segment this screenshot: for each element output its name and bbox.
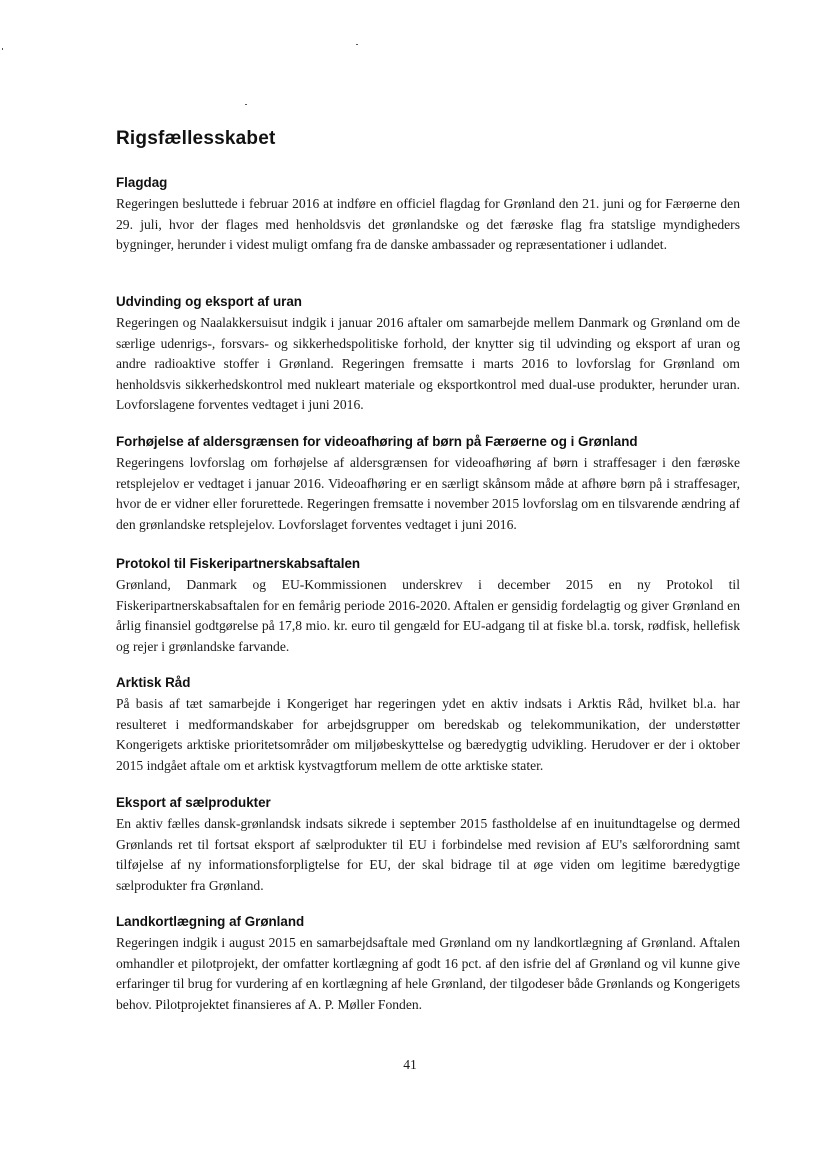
- section-heading: Udvinding og eksport af uran: [116, 294, 302, 309]
- section-flagdag: [116, 174, 740, 256]
- section-body: Regeringens lovforslag om forhøjelse af aldersgrænsen for videoafhøring af børn i straffesager i den færøske retsplejelov er vedtaget i januar 2016. Videoafhøring er en særligt skånsom måde at afhøre børn på i straffesager, hvor de er vidner eller forurettede. Regeringen fremsatte i november 2015 lovforslag om en tilsvarende ændring af den grønlandske retsplejelov. Lovforslaget forventes vedtaget i juni 2016.: [116, 455, 740, 532]
- section-heading: Flagdag: [116, 175, 168, 190]
- section-heading: Protokol til Fiskeripartnerskabsaftalen: [116, 556, 361, 571]
- section-landkortlaegning: [116, 913, 740, 1015]
- section-body: Regeringen og Naalakkersuisut indgik i januar 2016 aftaler om samarbejde mellem Danmark og Grønland om de særlige udenrigs-, forsvars- og sikkerhedspolitiske forhold, der knytter sig til udvinding og eksport af uran og andre radioaktive stoffer i Grønland. Regeringen fremsatte i marts 2016 to lovforslag for Grønland om henholdsvis sikkerhedskontrol med nukleart materiale og eksportkontrol med dual-use produkter, herunder uran. Lovforslagene forventes vedtaget i juni 2016.: [116, 315, 740, 412]
- page-number: 41: [403, 1057, 417, 1072]
- section-body: Regeringen indgik i august 2015 en samarbejdsaftale med Grønland om ny landkortlægning af Grønland. Aftalen omhandler et pilotprojekt, der omfatter kortlægning af godt 16 pct. af den isfrie del af Grønland og vil kunne give erfaringer til brug for vurdering af en kortlægning af hele Grønland, der tilgodeser både Grønlands og Kongerigets behov. Pilotprojektet finansieres af A. P. Møller Fonden.: [116, 935, 740, 1012]
- section-uran: [116, 293, 740, 416]
- section-body: Grønland, Danmark og EU-Kommissionen underskrev i december 2015 en ny Protokol til Fiskeripartnerskabsaftalen for en femårig periode 2016-2020. Aftalen er gensidig fordelagtig og giver Grønland en årlig finansiel godtgørelse på 17,8 mio. kr. euro til gengæld for EU-adgang til at fiske bl.a. torsk, rødfisk, hellefisk og rejer i grønlandske farvande.: [116, 577, 740, 654]
- section-heading: Eksport af sælprodukter: [116, 795, 271, 810]
- section-saelprodukter: [116, 794, 740, 896]
- section-heading: Forhøjelse af aldersgrænsen for videoafhøring af børn på Færøerne og i Grønland: [116, 434, 638, 449]
- section-body: Regeringen besluttede i februar 2016 at indføre en officiel flagdag for Grønland den 21. juni og for Færøerne den 29. juli, hvor der flages med henholdsvis det grønlandske og det færøske flag fra statslige myndigheders bygninger, herunder i videst muligt omfang fra de danske ambassader og repræsentationer i udlandet.: [116, 196, 740, 252]
- scan-speck: [2, 48, 3, 50]
- page-title: Rigsfællesskabet: [116, 128, 276, 149]
- scan-speck: [356, 44, 358, 45]
- section-fiskeri: [116, 555, 740, 657]
- section-videoafhoering: [116, 433, 740, 535]
- section-arktisk-raad: [116, 674, 740, 776]
- section-heading: Arktisk Råd: [116, 675, 191, 690]
- scan-speck: [245, 104, 247, 105]
- section-body: En aktiv fælles dansk-grønlandsk indsats sikrede i september 2015 fastholdelse af en inuitundtagelse og dermed Grønlands ret til fortsat eksport af sælprodukter til EU i forbindelse med revision af EU's sælforordning samt tilføjelse af ny informationsforpligtelse for EU, der skal bidrage til at øge viden om legitime bæredygtige sælprodukter fra Grønland.: [116, 816, 740, 893]
- section-heading: Landkortlægning af Grønland: [116, 914, 305, 929]
- section-body: På basis af tæt samarbejde i Kongeriget har regeringen ydet en aktiv indsats i Arktis Råd, hvilket bl.a. har resulteret i medformandskaber for arbejdsgrupper om beredskab og telekommunikation, der understøtter Kongerigets arktiske prioritetsområder om miljøbeskyttelse og bæredygtig udvikling. Herudover er der i oktober 2015 indgået aftale om et arktisk kystvagtforum mellem de otte arktiske stater.: [116, 696, 740, 773]
